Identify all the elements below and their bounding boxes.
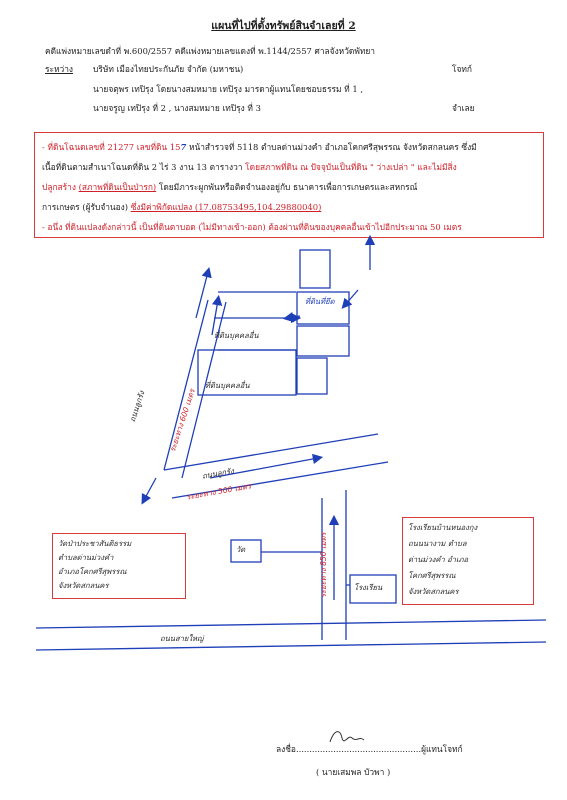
road-mid-label: ถนนลูกรัง bbox=[201, 466, 235, 481]
note-3c: โดยมีภาระผูกพันหรือติดจำนองอยู่กับ ธนาคารเพื่อการเกษตรและสหกรณ์ bbox=[156, 182, 418, 192]
signature-line bbox=[276, 742, 463, 756]
distance-vertical: ระยะทาง 850 เมตร bbox=[319, 532, 328, 598]
defendant-role: จำเลย bbox=[452, 103, 475, 113]
note-line-1: - ที่ดินโฉนดเลขที่ 21277 เลขที่ดิน 157 หน้าสำรวจที่ 5118 ตำบลด่านม่วงคำ อำเภอโคกศรีสุพรรณ จังหวัดสกลนคร ซึ่งมี bbox=[42, 142, 477, 152]
temple-label: วัด bbox=[236, 545, 246, 554]
distance-left: ระยะทาง 600 เมตร bbox=[167, 387, 197, 454]
sign-label: ลงชื่อ bbox=[276, 744, 296, 754]
note-3b: (สภาพที่ดินเป็นป่ารก) bbox=[78, 182, 157, 192]
note-4b: ซึ่งมีค่าพิกัดแปลง (17.08753495,104.29880040) bbox=[130, 202, 322, 212]
note-3a: ปลูกสร้าง bbox=[42, 182, 79, 192]
page-title: แผนที่ไปที่ตั้งทรัพย์สินจำเลยที่ 2 bbox=[211, 20, 356, 32]
defendant-1: นายจตุพร เทปิรุง โดยนางสมหมาย เทปิรุง มารดาผู้แทนโดยชอบธรรม ที่ 1 , bbox=[93, 84, 363, 94]
sign-dots: ............................................... bbox=[295, 744, 422, 754]
school-note-line: โรงเรียนบ้านหนองกุง bbox=[408, 523, 478, 532]
defendant-2: นายจรูญ เทปิรุง ที่ 2 , นางสมหมาย เทปิรุง ที่ 3 bbox=[93, 103, 261, 113]
note-4a: การเกษตร (ผู้รับจำนอง) bbox=[42, 202, 131, 212]
main-road-label: ถนนสายใหญ่ bbox=[160, 634, 204, 643]
arrow-north-left bbox=[196, 272, 208, 318]
plot-top-right bbox=[300, 250, 330, 288]
target-plot-label: ที่ดินที่ยึด bbox=[305, 297, 335, 306]
case-numbers: คดีแพ่งหมายเลขดำที่ พ.600/2557 คดีแพ่งหมายเลขแดงที่ พ.1144/2557 ศาลจังหวัดพัทยา bbox=[45, 46, 375, 56]
arrow-southwest bbox=[144, 478, 156, 500]
school-label: โรงเรียน bbox=[354, 583, 383, 592]
neighbor-plot-2: ที่ดินบุคคลอื่น bbox=[205, 381, 250, 390]
temple-note-line: ตำบลด่านม่วงคำ bbox=[58, 553, 114, 562]
note-1a: - ที่ดินโฉนดเลขที่ 21277 เลขที่ดิน 15 bbox=[42, 142, 181, 152]
note-line-5: - อนึ่ง ที่ดินแปลงดังกล่าวนี้ เป็นที่ดินตาบอด (ไม่มีทางเข้า-ออก) ต้องผ่านที่ดินของบุคคลอื่นเข้าไปอีกประมาณ 50 เมตร bbox=[42, 222, 462, 232]
signer-name: ( นายเสมพล บัวพา ) bbox=[316, 767, 391, 777]
school-note-line: ด่านม่วงคำ อำเภอ bbox=[408, 555, 469, 564]
temple-note-line: จังหวัดสกลนคร bbox=[58, 581, 109, 590]
note-2b: โดยสภาพที่ดิน ณ ปัจจุบันเป็นที่ดิน " ว่างเปล่า " และไม่มีสิ่ง bbox=[245, 162, 457, 172]
neighbor-plot-1: ที่ดินบุคคลอื่น bbox=[214, 331, 259, 340]
school-note-line: โคกศรีสุพรรณ bbox=[408, 571, 456, 580]
temple-note-line: อำเภอโคกศรีสุพรรณ bbox=[58, 567, 127, 576]
school-note-line: ถนนนางาม ตำบล bbox=[408, 539, 467, 548]
temple-note-line: วัดป่าประชาสันติธรรม bbox=[58, 539, 132, 548]
sign-role: ผู้แทนโจทก์ bbox=[421, 744, 463, 754]
plaintiff-role: โจทก์ bbox=[452, 64, 472, 74]
school-note-line: จังหวัดสกลนคร bbox=[408, 587, 459, 596]
note-2a: เนื้อที่ดินตามสำเนาโฉนดที่ดิน 2 ไร่ 3 งาน 13 ตารางวา bbox=[42, 162, 246, 172]
distance-mid: ระยะทาง 500 เมตร bbox=[185, 481, 252, 502]
road-left-label: ถนนลูกรัง bbox=[127, 389, 147, 424]
between-label: ระหว่าง bbox=[45, 64, 74, 74]
note-1b: หน้าสำรวจที่ 5118 ตำบลด่านม่วงคำ อำเภอโคกศรีสุพรรณ จังหวัดสกลนคร ซึ่งมี bbox=[188, 142, 477, 152]
plaintiff-name: บริษัท เมืองไทยประกันภัย จำกัด (มหาชน) bbox=[93, 64, 244, 74]
